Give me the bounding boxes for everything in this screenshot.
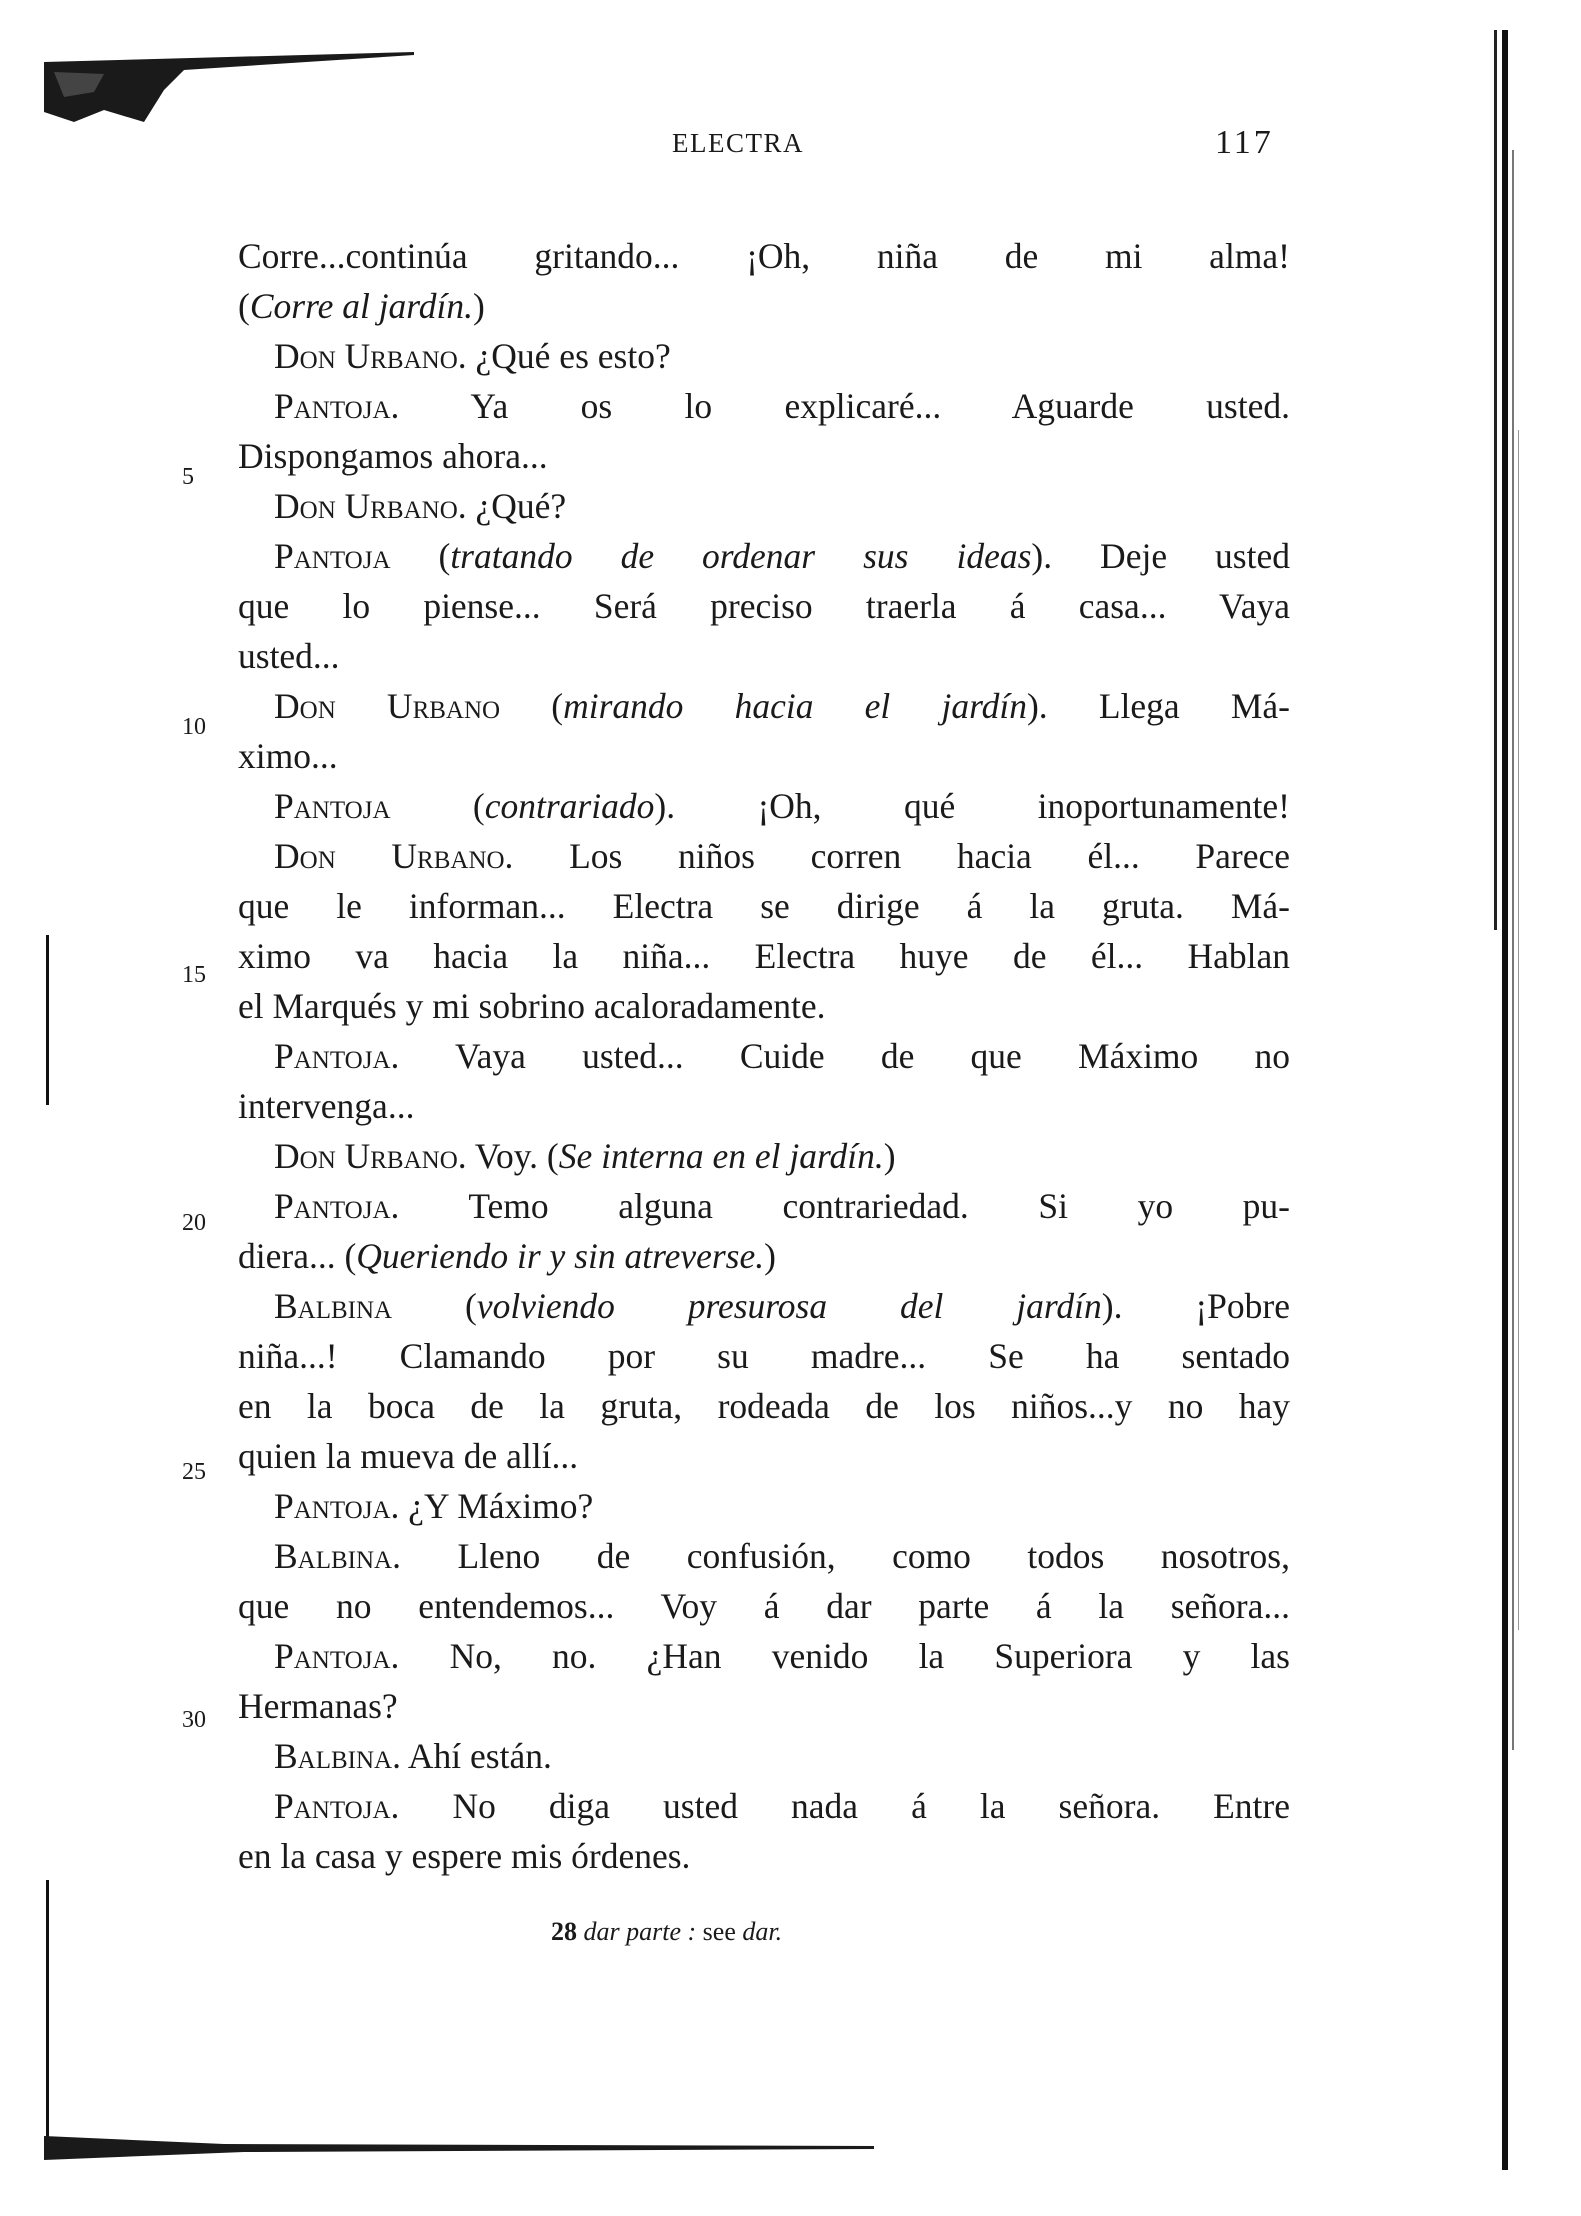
line-text: usted...	[238, 636, 340, 676]
speaker-name: Pantoja.	[274, 1786, 400, 1826]
footnote-number: 28	[551, 1917, 577, 1946]
text-line	[238, 932, 1290, 980]
speaker-name: Pantoja	[274, 786, 391, 826]
stage-direction: Corre al jardín.	[249, 286, 474, 326]
text-line	[238, 1832, 1290, 1880]
page-number: 117	[1215, 124, 1274, 161]
line-text: ¿Y Máximo?	[399, 1486, 594, 1526]
line-number: 20	[182, 1210, 206, 1236]
footnote-see: see	[702, 1917, 736, 1946]
line-text: No diga usted nada á la señora. Entre	[399, 1786, 1290, 1826]
line-text: Ahí están.	[401, 1736, 552, 1776]
line-text: Vaya usted... Cuide de que Máximo no	[399, 1036, 1290, 1076]
text-line	[274, 1782, 1290, 1830]
footnote	[551, 1917, 782, 1947]
text-line	[274, 1482, 1290, 1530]
speaker-name: Balbina.	[274, 1536, 401, 1576]
line-text: que no entendemos... Voy á dar parte á la señora...	[238, 1586, 1290, 1626]
line-text: )	[883, 1136, 896, 1176]
text-line	[238, 1432, 1290, 1480]
line-text: Hermanas?	[238, 1686, 398, 1726]
line-text: que lo piense... Será preciso traerla á casa... Vaya	[238, 586, 1290, 626]
text-line	[238, 882, 1290, 930]
stage-direction: Queriendo ir y sin atreverse.	[356, 1236, 765, 1276]
speaker-name: Pantoja.	[274, 1036, 400, 1076]
stage-direction: tratando de ordenar sus ideas	[450, 536, 1032, 576]
line-number: 10	[182, 714, 206, 740]
text-line	[274, 832, 1290, 880]
text-line	[274, 682, 1290, 730]
line-text: (	[390, 536, 451, 576]
text-line	[238, 582, 1290, 630]
text-line	[274, 382, 1290, 430]
line-text: que le informan... Electra se dirige á la gruta. Má-	[238, 886, 1290, 926]
line-text: ). ¡Oh, qué inoportunamente!	[654, 786, 1290, 826]
text-line	[238, 282, 1290, 330]
line-text: ximo...	[238, 736, 338, 776]
text-line	[238, 1332, 1290, 1380]
line-text: ). Deje usted	[1031, 536, 1290, 576]
stage-direction: mirando hacia el jardín	[563, 686, 1027, 726]
line-text: No, no. ¿Han venido la Superiora y las	[399, 1636, 1290, 1676]
text-line	[274, 1282, 1290, 1330]
text-line	[274, 1132, 1290, 1180]
speaker-name: Pantoja.	[274, 1186, 400, 1226]
speaker-name: Pantoja.	[274, 386, 400, 426]
line-text: (	[392, 1286, 477, 1326]
line-text: ximo va hacia la niña... Electra huye de él... Hablan	[238, 936, 1290, 976]
text-line	[238, 1382, 1290, 1430]
line-text: ). ¡Pobre	[1101, 1286, 1290, 1326]
text-line	[274, 532, 1290, 580]
stage-direction: volviendo presurosa del jardín	[476, 1286, 1102, 1326]
line-text: Voy. (	[466, 1136, 559, 1176]
speaker-name: Balbina	[274, 1286, 393, 1326]
text-line	[274, 482, 1290, 530]
line-text: ¿Qué es esto?	[466, 336, 671, 376]
line-text: Temo alguna contrariedad. Si yo pu-	[399, 1186, 1290, 1226]
line-number: 5	[182, 464, 194, 490]
text-line	[238, 632, 1290, 680]
text-line	[274, 1732, 1290, 1780]
line-text: en la casa y espere mis órdenes.	[238, 1836, 691, 1876]
text-line	[238, 1232, 1290, 1280]
line-text: quien la mueva de allí...	[238, 1436, 579, 1476]
stage-direction: contrariado	[484, 786, 655, 826]
text-line	[274, 1032, 1290, 1080]
text-line	[238, 1682, 1290, 1730]
text-line	[274, 1182, 1290, 1230]
text-line	[274, 1632, 1290, 1680]
line-text: Corre...continúa gritando... ¡Oh, niña de mi alma!	[238, 236, 1290, 276]
speaker-name: Pantoja.	[274, 1486, 400, 1526]
speaker-name: Don Urbano	[274, 686, 501, 726]
text-line	[238, 982, 1290, 1030]
speaker-name: Don Urbano.	[274, 836, 514, 876]
line-text: ). Llega Má-	[1026, 686, 1290, 726]
speaker-name: Don Urbano.	[274, 336, 467, 376]
footnote-term: dar parte :	[583, 1917, 697, 1946]
line-text: intervenga...	[238, 1086, 415, 1126]
footnote-ref: dar.	[742, 1917, 783, 1946]
text-line	[274, 332, 1290, 380]
line-text: )	[473, 286, 485, 326]
stage-direction: Se interna en el jardín.	[558, 1136, 884, 1176]
line-text: (	[500, 686, 564, 726]
text-line	[238, 1582, 1290, 1630]
line-number: 25	[182, 1459, 206, 1485]
speaker-name: Don Urbano.	[274, 486, 467, 526]
speaker-name: Pantoja	[274, 536, 391, 576]
line-text: ¿Qué?	[466, 486, 567, 526]
line-text: el Marqués y mi sobrino acaloradamente.	[238, 986, 826, 1026]
text-line	[238, 232, 1290, 280]
text-line	[238, 1082, 1290, 1130]
line-number: 15	[182, 962, 206, 988]
line-text: )	[764, 1236, 776, 1276]
speaker-name: Don Urbano.	[274, 1136, 467, 1176]
line-text: Dispongamos ahora...	[238, 436, 548, 476]
line-text: Lleno de confusión, como todos nosotros,	[401, 1536, 1290, 1576]
text-line	[274, 782, 1290, 830]
line-text: diera... (	[238, 1236, 357, 1276]
line-text: Ya os lo explicaré... Aguarde usted.	[399, 386, 1290, 426]
line-number: 30	[182, 1707, 206, 1733]
line-text: en la boca de la gruta, rodeada de los niños...y no hay	[238, 1386, 1290, 1426]
text-line	[238, 732, 1290, 780]
speaker-name: Balbina.	[274, 1736, 401, 1776]
line-text: niña...! Clamando por su madre... Se ha sentado	[238, 1336, 1290, 1376]
text-line	[274, 1532, 1290, 1580]
running-title: ELECTRA	[672, 128, 804, 158]
line-text: (	[238, 286, 250, 326]
speaker-name: Pantoja.	[274, 1636, 400, 1676]
line-text: (	[390, 786, 485, 826]
line-text: Los niños corren hacia él... Parece	[513, 836, 1290, 876]
text-line	[238, 432, 1290, 480]
